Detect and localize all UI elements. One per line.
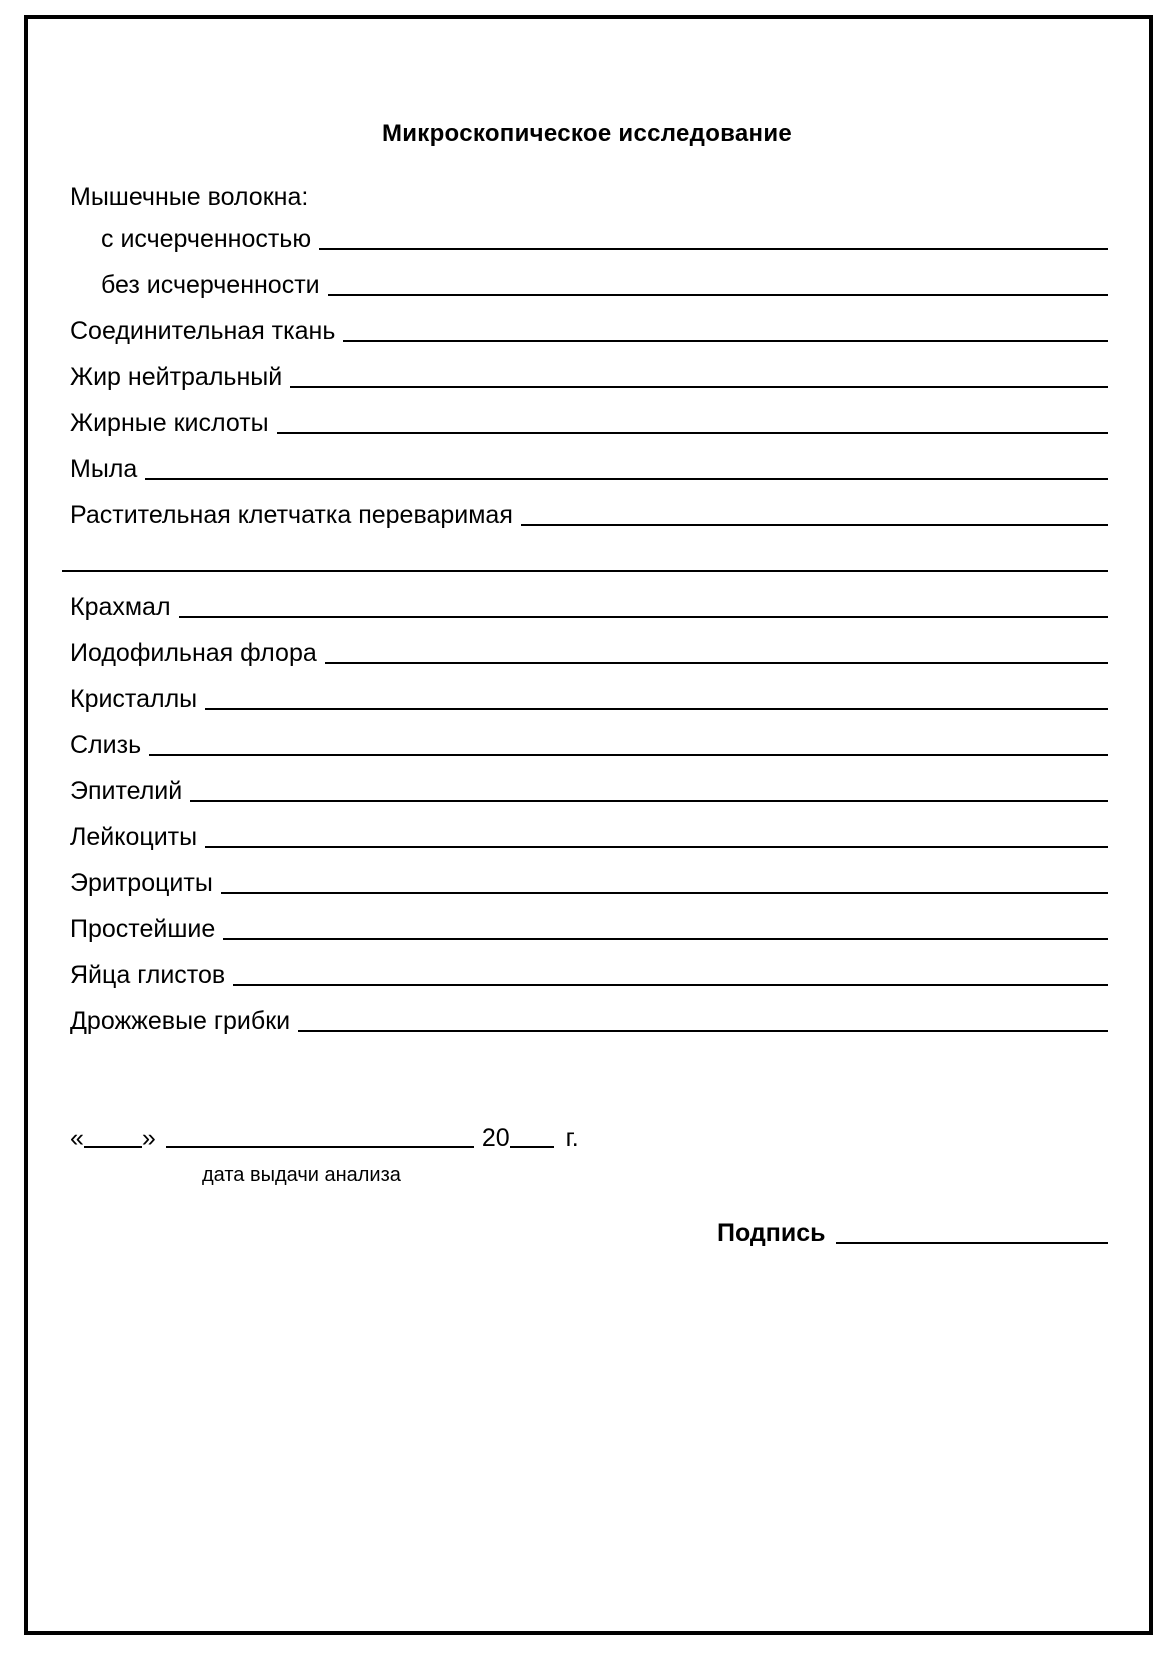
field-row-striated xyxy=(101,216,1108,252)
field-row-iodophilic-flora xyxy=(70,630,1108,666)
field-label: Эпителий xyxy=(70,777,183,805)
field-row-neutral-fat xyxy=(70,354,1108,390)
field-row-plant-fiber xyxy=(70,492,1108,528)
field-label: Иодофильная флора xyxy=(70,639,317,667)
field-input-line[interactable] xyxy=(328,292,1108,296)
field-input-line[interactable] xyxy=(290,384,1108,388)
field-row-continuation xyxy=(70,538,1108,574)
field-input-line[interactable] xyxy=(277,430,1108,434)
field-label: Слизь xyxy=(70,731,142,759)
field-row-connective-tissue xyxy=(70,308,1108,344)
field-row-epithelium xyxy=(70,768,1108,804)
date-caption: дата выдачи анализа xyxy=(202,1164,401,1186)
field-label: Лейкоциты xyxy=(70,823,198,851)
field-label: Дрожжевые грибки xyxy=(70,1007,291,1035)
form-title: Микроскопическое исследование xyxy=(381,120,793,147)
field-row-crystals xyxy=(70,676,1108,712)
day-input-line[interactable] xyxy=(84,1144,142,1148)
field-label: без исчерченности xyxy=(101,271,320,299)
field-input-line[interactable] xyxy=(190,798,1108,802)
field-input-line[interactable] xyxy=(149,752,1108,756)
field-row-starch xyxy=(70,584,1108,620)
issue-date-row xyxy=(70,1117,579,1151)
field-input-line[interactable] xyxy=(343,338,1108,342)
field-label: Эритроциты xyxy=(70,869,213,897)
field-label: Соединительная ткань xyxy=(70,317,336,345)
field-input-line[interactable] xyxy=(521,522,1108,526)
field-label: Крахмал xyxy=(70,593,171,621)
signature-input-line[interactable] xyxy=(836,1240,1108,1244)
field-input-line[interactable] xyxy=(62,568,1108,572)
field-input-line[interactable] xyxy=(221,890,1108,894)
field-row-erythrocytes xyxy=(70,860,1108,896)
year-prefix: 20 xyxy=(481,1124,510,1152)
signature-label: Подпись xyxy=(717,1219,826,1247)
field-input-line[interactable] xyxy=(179,614,1108,618)
field-input-line[interactable] xyxy=(325,660,1108,664)
field-row-helminth-eggs xyxy=(70,952,1108,988)
field-row-non-striated xyxy=(101,262,1108,298)
field-input-line[interactable] xyxy=(205,844,1108,848)
field-row-leukocytes xyxy=(70,814,1108,850)
field-label: с исчерченностью xyxy=(101,225,312,253)
field-input-line[interactable] xyxy=(319,246,1108,250)
year-suffix: г. xyxy=(565,1124,579,1152)
muscle-fibers-heading: Мышечные волокна: xyxy=(70,183,309,211)
field-row-fatty-acids xyxy=(70,400,1108,436)
month-input-line[interactable] xyxy=(166,1144,474,1148)
field-input-line[interactable] xyxy=(145,476,1108,480)
field-input-line[interactable] xyxy=(233,982,1108,986)
field-label: Жирные кислоты xyxy=(70,409,269,437)
field-label: Яйца глистов xyxy=(70,961,226,989)
field-row-yeast-fungi xyxy=(70,998,1108,1034)
year-input-line[interactable] xyxy=(510,1144,554,1148)
field-input-line[interactable] xyxy=(298,1028,1108,1032)
field-label: Простейшие xyxy=(70,915,216,943)
field-row-soaps xyxy=(70,446,1108,482)
field-row-protozoa xyxy=(70,906,1108,942)
field-row-mucus xyxy=(70,722,1108,758)
quote-close: » xyxy=(141,1124,156,1152)
field-input-line[interactable] xyxy=(223,936,1108,940)
signature-row xyxy=(717,1210,1108,1246)
quote-open: « xyxy=(70,1124,84,1152)
field-label: Мыла xyxy=(70,455,138,483)
field-label: Жир нейтральный xyxy=(70,363,283,391)
field-input-line[interactable] xyxy=(205,706,1108,710)
field-label: Кристаллы xyxy=(70,685,198,713)
field-label: Растительная клетчатка переваримая xyxy=(70,501,513,529)
